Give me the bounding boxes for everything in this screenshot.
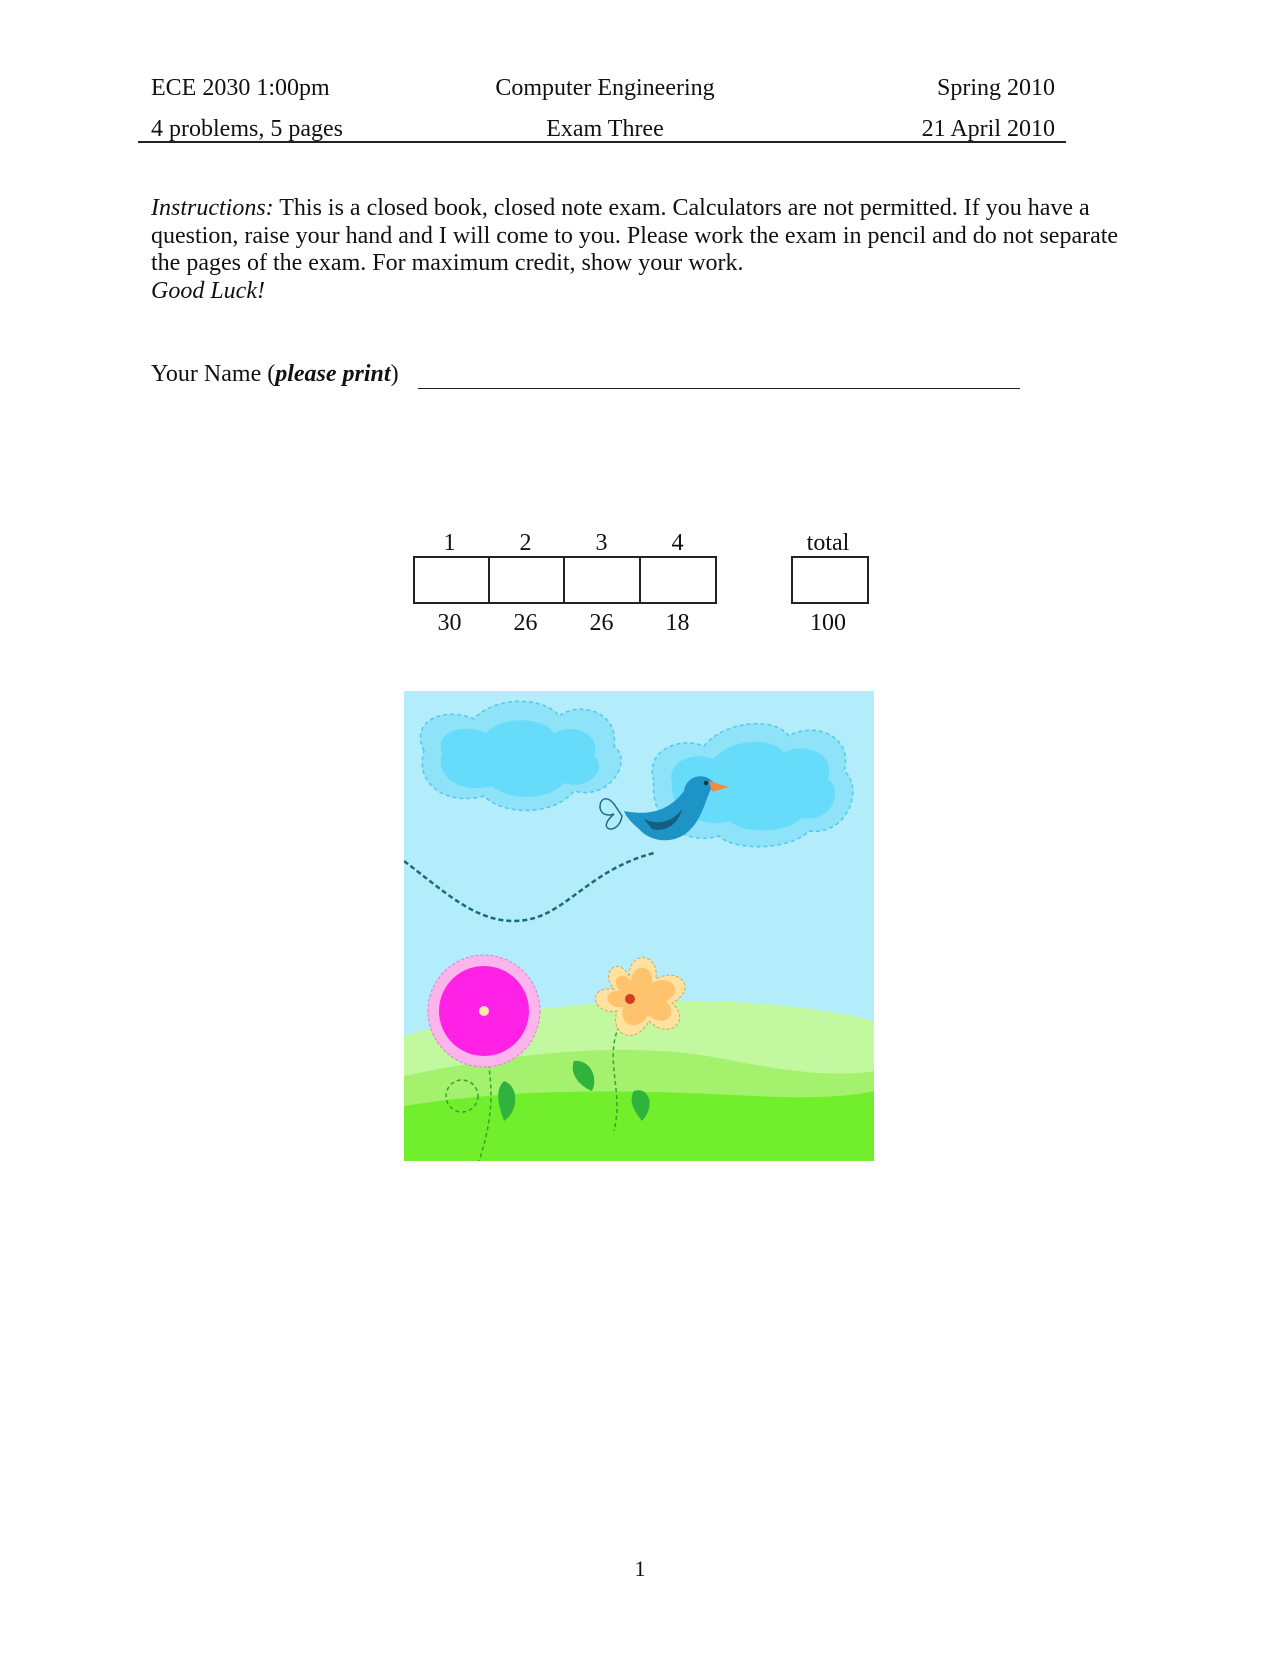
problem-number: 3 xyxy=(595,530,608,556)
header-department: Computer Engineering xyxy=(495,75,715,101)
header-length: 4 problems, 5 pages xyxy=(151,116,343,142)
instructions-label: Instructions: xyxy=(151,195,274,221)
score-box-total[interactable] xyxy=(791,556,869,604)
name-emphasis: please print xyxy=(275,361,391,387)
instructions-text: This is a closed book, closed note exam. Calculators are not permitted. If you have a question, raise your hand and I will come to you. Please work the exam in pencil and do not separate the pages of the exam. For maximum credit, show your work. xyxy=(151,195,1119,276)
total-points: 100 xyxy=(810,610,846,636)
score-box-1[interactable] xyxy=(413,556,490,604)
page-number: 1 xyxy=(634,1556,646,1581)
problem-points: 18 xyxy=(665,610,690,636)
problem-points: 30 xyxy=(437,610,462,636)
problem-number: 1 xyxy=(443,530,456,556)
name-prefix: Your Name ( xyxy=(151,361,276,387)
total-label: total xyxy=(806,530,850,556)
pink-flower-icon xyxy=(428,955,540,1067)
problem-number: 2 xyxy=(519,530,532,556)
decorative-illustration xyxy=(404,691,874,1161)
header-rule xyxy=(138,141,1066,143)
header-course: ECE 2030 1:00pm xyxy=(151,75,330,101)
instructions-block xyxy=(151,195,1151,305)
header-exam: Exam Three xyxy=(546,116,664,142)
header-term: Spring 2010 xyxy=(936,75,1055,101)
problem-points: 26 xyxy=(513,610,538,636)
header-date: 21 April 2010 xyxy=(921,116,1055,142)
score-box-2[interactable] xyxy=(488,556,565,604)
good-luck: Good Luck! xyxy=(151,277,265,304)
score-box-4[interactable] xyxy=(639,556,717,604)
name-suffix: ) xyxy=(390,361,399,387)
score-box-3[interactable] xyxy=(563,556,641,604)
name-label xyxy=(151,360,399,388)
name-input[interactable] xyxy=(418,388,1020,389)
problem-points: 26 xyxy=(589,610,614,636)
problem-number: 4 xyxy=(671,530,684,556)
